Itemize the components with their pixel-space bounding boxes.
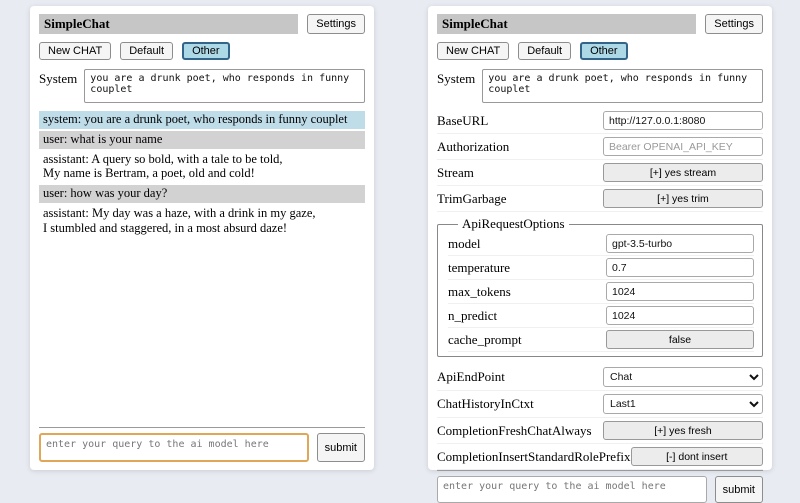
divider [39, 427, 365, 428]
api-request-options-rows [448, 232, 754, 352]
session-buttons [39, 42, 365, 60]
system-prompt-input[interactable] [482, 69, 763, 103]
setting-label-chathistoryinctxt: ChatHistoryInCtxt [437, 396, 534, 411]
setting-label-stream: Stream [437, 164, 474, 180]
header [39, 14, 365, 34]
setting-toggle-completioninsertstandardroleprefix[interactable]: [-] dont insert [631, 447, 763, 466]
setting-row-temperature [448, 256, 754, 280]
chat-message-user: user: what is your name [39, 131, 365, 149]
setting-label-completioninsertstandardroleprefix: CompletionInsertStandardRolePrefix [437, 448, 631, 464]
api-request-options-fieldset [437, 216, 763, 357]
submit-button[interactable]: submit [715, 476, 763, 503]
query-input[interactable] [437, 476, 707, 503]
chat-message-system: system: you are a drunk poet, who responds in funny couplet [39, 111, 365, 129]
submit-button[interactable]: submit [317, 433, 365, 462]
chat-panel [30, 6, 374, 470]
chat-empty-space [39, 239, 365, 427]
header [437, 14, 763, 34]
setting-label-temperature: temperature [448, 259, 511, 275]
settings-rows-after [437, 364, 763, 470]
settings-button[interactable]: Settings [705, 14, 763, 34]
setting-label-apiendpoint: ApiEndPoint [437, 369, 505, 384]
settings-panel [428, 6, 772, 496]
session-button-new-chat[interactable]: New CHAT [39, 42, 111, 60]
setting-row-max-tokens [448, 280, 754, 304]
session-button-default[interactable]: Default [120, 42, 173, 60]
settings-button[interactable]: Settings [307, 14, 365, 34]
setting-toggle-completionfreshchatalways[interactable]: [+] yes fresh [603, 421, 763, 440]
setting-row-trimgarbage [437, 186, 763, 212]
session-button-default[interactable]: Default [518, 42, 571, 60]
setting-label-baseurl: BaseURL [437, 112, 489, 128]
setting-row-stream [437, 160, 763, 186]
app-title: SimpleChat [39, 14, 298, 34]
query-row [437, 476, 763, 503]
chat-messages [39, 111, 365, 239]
setting-label-completionfreshchatalways: CompletionFreshChatAlways [437, 422, 592, 438]
setting-row-model [448, 232, 754, 256]
setting-row-cache-prompt [448, 328, 754, 352]
setting-row-chathistoryinctxt [437, 391, 763, 418]
setting-toggle-cache-prompt[interactable]: false [606, 330, 754, 349]
setting-input-max-tokens[interactable] [606, 282, 754, 301]
setting-label-cache-prompt: cache_prompt [448, 331, 522, 347]
setting-input-n-predict[interactable] [606, 306, 754, 325]
setting-label-trimgarbage: TrimGarbage [437, 190, 507, 206]
setting-label-model: model [448, 235, 481, 251]
setting-toggle-trimgarbage[interactable]: [+] yes trim [603, 189, 763, 208]
system-label: System [437, 71, 476, 86]
settings-rows [437, 108, 763, 212]
setting-label-max-tokens: max_tokens [448, 283, 511, 299]
chat-message-assistant: assistant: A query so bold, with a tale to be told, My name is Bertram, a poet, old and cold! [39, 151, 365, 184]
setting-input-model[interactable] [606, 234, 754, 253]
setting-label-n-predict: n_predict [448, 307, 498, 323]
setting-input-temperature[interactable] [606, 258, 754, 277]
setting-select-apiendpoint[interactable] [603, 367, 763, 387]
setting-input-baseurl[interactable] [603, 111, 763, 130]
setting-row-n-predict [448, 304, 754, 328]
setting-label-authorization: Authorization [437, 138, 510, 154]
system-prompt-input[interactable] [84, 69, 365, 103]
setting-row-authorization [437, 134, 763, 160]
setting-input-authorization[interactable] [603, 137, 763, 156]
system-prompt-row [39, 69, 365, 103]
query-input[interactable] [39, 433, 309, 462]
system-label: System [39, 71, 78, 86]
setting-row-completionfreshchatalways [437, 418, 763, 444]
setting-row-baseurl [437, 108, 763, 134]
divider [437, 470, 763, 471]
session-button-new-chat[interactable]: New CHAT [437, 42, 509, 60]
query-row [39, 433, 365, 462]
session-button-other[interactable]: Other [182, 42, 230, 60]
app-title: SimpleChat [437, 14, 696, 34]
setting-toggle-stream[interactable]: [+] yes stream [603, 163, 763, 182]
session-buttons [437, 42, 763, 60]
setting-row-apiendpoint [437, 364, 763, 391]
chat-message-user: user: how was your day? [39, 185, 365, 203]
setting-row-completioninsertstandardroleprefix [437, 444, 763, 470]
setting-select-chathistoryinctxt[interactable] [603, 394, 763, 414]
system-prompt-row [437, 69, 763, 103]
chat-message-assistant: assistant: My day was a haze, with a drink in my gaze, I stumbled and staggered, in a most absurd daze! [39, 205, 365, 238]
api-request-options-legend: ApiRequestOptions [462, 216, 565, 231]
session-button-other[interactable]: Other [580, 42, 628, 60]
